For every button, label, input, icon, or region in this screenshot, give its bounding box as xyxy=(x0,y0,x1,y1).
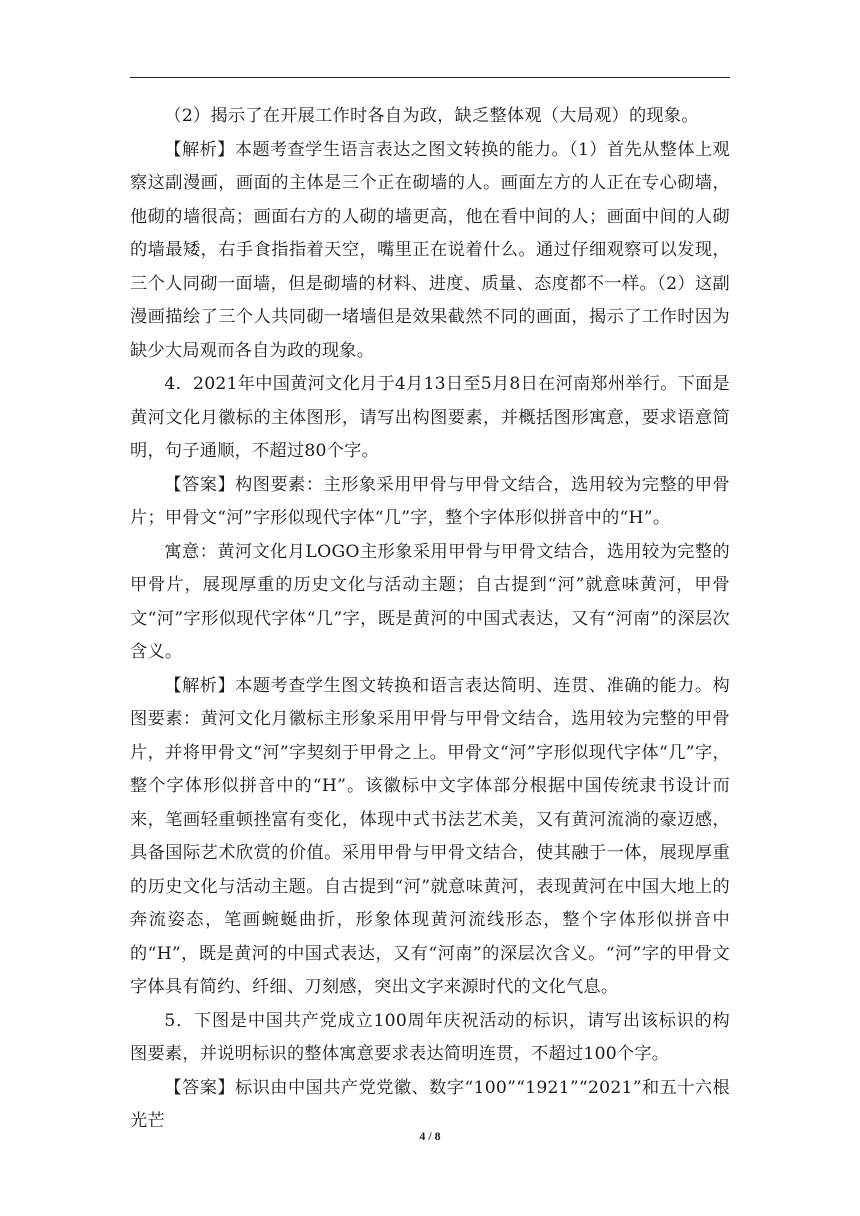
paragraph-question-4: 4．2021年中国黄河文化月于4月13日至5月8日在河南郑州举行。下面是黄河文化月徽标的主体图形，请写出构图要素，并概括图形寓意，要求语意简明，句子通顺，不超过80个字。 xyxy=(130,374,730,461)
paragraph-analysis-3: 【解析】本题考查学生语言表达之图文转换的能力。（1）首先从整体上观察这副漫画，画面的主体是三个正在砌墙的人。画面左方的人正在专心砌墙，他砌的墙很高；画面右方的人砌的墙更高，他在看中间的人；画面中间的人砌的墙最矮，右手食指指着天空，嘴里正在说着什么。通过仔细观察可以发现，三个人同砌一面墙，但是砌墙的材料、进度、质量、态度都不一样。（2）这副漫画描绘了三个人共同砌一堵墙但是效果截然不同的画面，揭示了工作时因为缺少大局观而各自为政的现象。 xyxy=(130,139,730,361)
paragraph-answer-4-meaning: 寓意：黄河文化月LOGO主形象采用甲骨与甲骨文结合，选用较为完整的甲骨片，展现厚重的历史文化与活动主题；自古提到“河”就意味黄河，甲骨文“河”字形似现代字体“几”字，既是黄河的中国式表达，又有“河南”的深层次含义。 xyxy=(130,541,730,662)
paragraph-answer-4-elements: 【答案】构图要素：主形象采用甲骨与甲骨文结合，选用较为完整的甲骨片；甲骨文“河”字形似现代字体“几”字，整个字体形似拼音中的“H”。 xyxy=(130,474,730,528)
document-body xyxy=(130,100,730,1139)
paragraph-question-5: 5．下图是中国共产党成立100周年庆祝活动的标识，请写出该标识的构图要素，并说明标识的整体寓意要求表达简明连贯，不超过100个字。 xyxy=(130,1010,730,1064)
page-number: 4 / 8 xyxy=(419,1129,441,1143)
paragraph-answer-2: （2）揭示了在开展工作时各自为政，缺乏整体观（大局观）的现象。 xyxy=(164,106,699,126)
paragraph-answer-5: 【答案】标识由中国共产党党徽、数字“100”“1921”“2021”和五十六根光芒 xyxy=(130,1077,730,1131)
paragraph-analysis-4: 【解析】本题考查学生图文转换和语言表达简明、连贯、准确的能力。构图要素：黄河文化月徽标主形象采用甲骨与甲骨文结合，选用较为完整的甲骨片，并将甲骨文“河”字契刻于甲骨之上。甲骨文“河”字形似现代字体“几”字，整个字体形似拼音中的“H”。该徽标中文字体部分根据中国传统隶书设计而来，笔画轻重顿挫富有变化，体现中式书法艺术美，又有黄河流淌的豪迈感，具备国际艺术欣赏的价值。采用甲骨与甲骨文结合，使其融于一体，展现厚重的历史文化与活动主题。自古提到“河”就意味黄河，表现黄河在中国大地上的奔流姿态，笔画蜿蜒曲折，形象体现黄河流线形态，整个字体形似拼音中的“H”，既是黄河的中国式表达，又有“河南”的深层次含义。“河”字的甲骨文字体具有简约、纤细、刀刻感，突出文字来源时代的文化气息。 xyxy=(130,675,730,997)
header-rule xyxy=(130,77,730,78)
